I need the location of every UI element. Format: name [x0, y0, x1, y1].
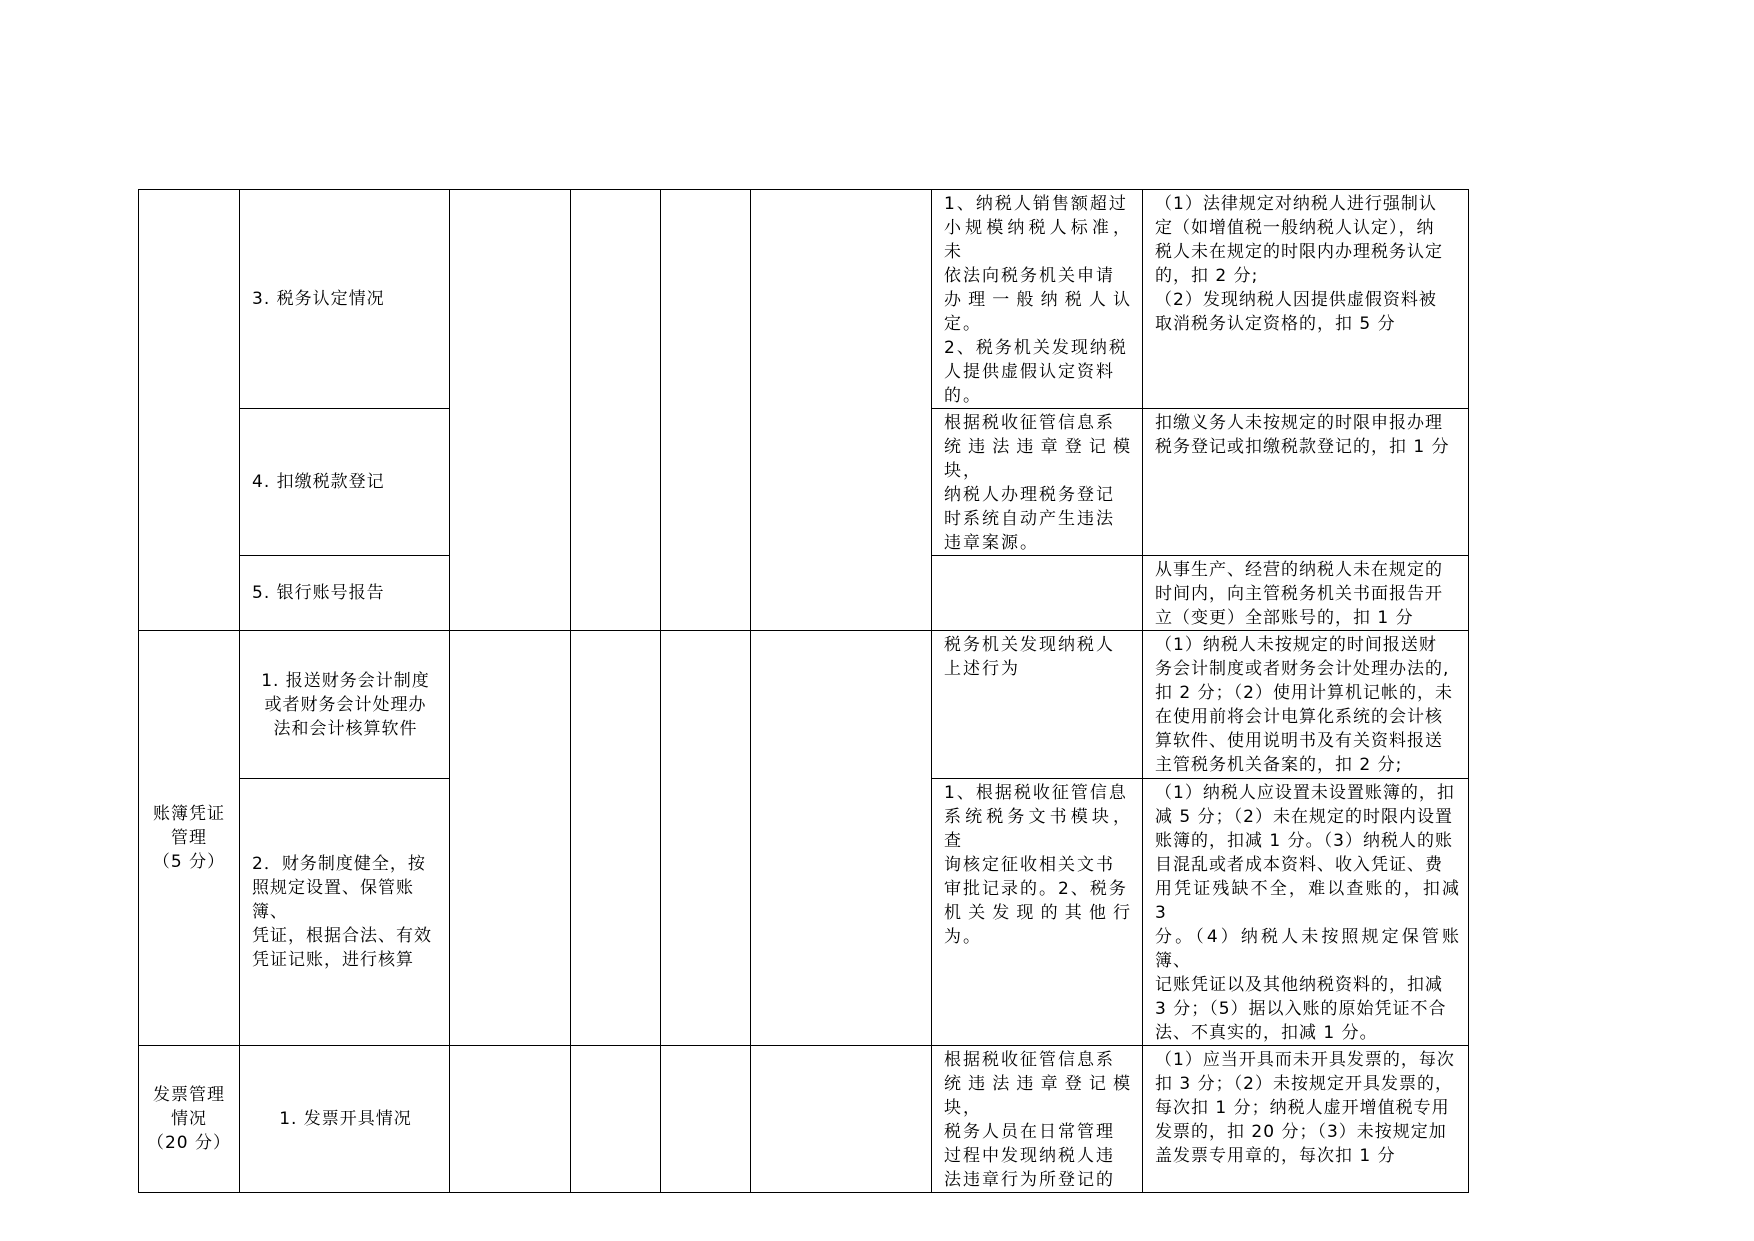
source-line: 小规模纳税人标准，未: [944, 218, 1132, 262]
deduction-line: 每次扣 1 分；纳税人虚开增值税专用: [1155, 1098, 1450, 1118]
source-line: 1、纳税人销售额超过: [944, 194, 1128, 214]
item-name-cell: [240, 779, 450, 1046]
deduction-line: 扣缴义务人未按规定的时限申报办理: [1155, 413, 1443, 433]
deduction-line: 定（如增值税一般纳税人认定），纳: [1155, 218, 1435, 238]
source-line: 审批记录的。2、税务: [944, 879, 1128, 899]
deduction-line: 减 5 分；（2）未在规定的时限内设置: [1155, 807, 1453, 827]
source-cell: [932, 631, 1143, 779]
item-name-line: 2．财务制度健全，按: [252, 854, 426, 874]
blank-cell: [571, 1046, 661, 1193]
source-line: 办理一般纳税人认定。: [944, 290, 1132, 334]
source-line: 机关发现的其他行为。: [944, 903, 1132, 947]
table-row: [139, 190, 1469, 409]
source-cell: [932, 409, 1143, 556]
deduction-line: 账簿的，扣减 1 分。（3）纳税人的账: [1155, 831, 1453, 851]
blank-cell: [450, 1046, 571, 1193]
deduction-line: 税人未在规定的时限内办理税务认定: [1155, 242, 1443, 262]
item-name: 5. 银行账号报告: [252, 583, 385, 603]
source-line: 依法向税务机关申请: [944, 266, 1115, 286]
deduction-line: 分。（4）纳税人未按照规定保管账簿、: [1155, 927, 1460, 971]
source-line: 纳税人办理税务登记: [944, 485, 1115, 505]
deduction-line: 主管税务机关备案的，扣 2 分;: [1155, 755, 1403, 775]
item-name-cell: [240, 409, 450, 556]
blank-cell: [751, 190, 932, 631]
source-line: 询核定征收相关文书: [944, 855, 1115, 875]
deduction-line: 税务登记或扣缴税款登记的，扣 1 分: [1155, 437, 1450, 457]
source-line: 系统税务文书模块，查: [944, 807, 1132, 851]
source-cell: [932, 190, 1143, 409]
item-name-cell: [240, 631, 450, 779]
category-label: 管理: [171, 828, 207, 848]
source-line: 法违章行为所登记的: [944, 1170, 1115, 1190]
deduction-cell: [1143, 1046, 1469, 1193]
source-line: 违章案源。: [944, 533, 1039, 553]
source-cell: [932, 779, 1143, 1046]
item-name-line: 法和会计核算软件: [273, 718, 418, 739]
blank-cell: [661, 1046, 751, 1193]
item-name-line: 或者财务会计处理办: [264, 694, 427, 715]
deduction-line: （1）纳税人应设置未设置账簿的，扣: [1155, 783, 1455, 803]
deduction-cell: [1143, 631, 1469, 779]
deduction-line: 时间内，向主管税务机关书面报告开: [1155, 584, 1443, 604]
deduction-line: 务会计制度或者财务会计处理办法的,: [1155, 659, 1450, 679]
source-line: 过程中发现纳税人违: [944, 1146, 1115, 1166]
source-line: 2、税务机关发现纳税: [944, 338, 1128, 358]
item-name-line: 凭证，根据合法、有效: [252, 926, 432, 946]
source-line: 人提供虚假认定资料: [944, 362, 1115, 382]
item-name-cell: [240, 190, 450, 409]
table-row: [139, 1046, 1469, 1193]
source-line: 税务人员在日常管理: [944, 1122, 1115, 1142]
deduction-cell: [1143, 409, 1469, 556]
category-label: 情况: [171, 1109, 207, 1129]
category-cell: [139, 190, 240, 631]
deduction-line: 扣 3 分；（2）未按规定开具发票的，: [1155, 1074, 1453, 1094]
item-name: 1. 发票开具情况: [279, 1109, 412, 1129]
category-cell: [139, 1046, 240, 1193]
deduction-line: （1）应当开具而未开具发票的，每次: [1155, 1050, 1455, 1070]
source-line: 根据税收征管信息系: [944, 413, 1115, 433]
deduction-line: 发票的，扣 20 分；（3）未按规定加: [1155, 1122, 1447, 1142]
deduction-line: 记账凭证以及其他纳税资料的，扣减: [1155, 975, 1443, 995]
deduction-line: （1）纳税人未按规定的时间报送财: [1155, 635, 1437, 655]
deduction-line: 的，扣 2 分;: [1155, 266, 1259, 286]
item-name-line: 凭证记账，进行核算: [252, 950, 414, 970]
blank-cell: [571, 631, 661, 1046]
item-name-cell: [240, 556, 450, 631]
source-line: 根据税收征管信息系: [944, 1050, 1115, 1070]
blank-cell: [661, 190, 751, 631]
deduction-line: 盖发票专用章的，每次扣 1 分: [1155, 1146, 1396, 1166]
deduction-line: 在使用前将会计电算化系统的会计核: [1155, 707, 1443, 727]
source-line: 时系统自动产生违法: [944, 509, 1115, 529]
deduction-cell: [1143, 190, 1469, 409]
deduction-line: 3 分；（5）据以入账的原始凭证不合: [1155, 999, 1447, 1019]
deduction-line: 用凭证残缺不全，难以查账的，扣减 3: [1155, 879, 1460, 923]
item-name-line: 1. 报送财务会计制度: [261, 670, 430, 691]
deduction-line: （1）法律规定对纳税人进行强制认: [1155, 194, 1437, 214]
deduction-line: 取消税务认定资格的，扣 5 分: [1155, 314, 1396, 334]
deduction-cell: [1143, 556, 1469, 631]
deduction-line: 立（变更）全部账号的，扣 1 分: [1155, 608, 1414, 628]
blank-cell: [450, 190, 571, 631]
source-cell: [932, 1046, 1143, 1193]
category-label: 发票管理: [153, 1085, 225, 1105]
item-name: 4. 扣缴税款登记: [252, 472, 385, 492]
category-cell: [139, 631, 240, 1046]
category-score: （20 分）: [146, 1133, 232, 1153]
category-score: （5 分）: [152, 852, 226, 872]
deduction-line: 从事生产、经营的纳税人未在规定的: [1155, 560, 1443, 580]
source-line: 上述行为: [944, 659, 1020, 679]
item-name-cell: [240, 1046, 450, 1193]
deduction-line: 目混乱或者成本资料、收入凭证、费: [1155, 855, 1443, 875]
deduction-line: 算软件、使用说明书及有关资料报送: [1155, 731, 1443, 751]
blank-cell: [661, 631, 751, 1046]
category-label: 账簿凭证: [153, 804, 225, 824]
item-name: 3. 税务认定情况: [252, 289, 385, 309]
source-line: 统违法违章登记模块，: [944, 1074, 1132, 1118]
source-line: 1、根据税收征管信息: [944, 783, 1128, 803]
source-line: 统违法违章登记模块，: [944, 437, 1132, 481]
deduction-line: 法、不真实的，扣减 1 分。: [1155, 1023, 1378, 1043]
deduction-line: 扣 2 分；（2）使用计算机记帐的，未: [1155, 683, 1453, 703]
blank-cell: [450, 631, 571, 1046]
source-line: 税务机关发现纳税人: [944, 635, 1115, 655]
table-row: [139, 631, 1469, 779]
deduction-cell: [1143, 779, 1469, 1046]
blank-cell: [571, 190, 661, 631]
source-cell: [932, 556, 1143, 631]
source-line: 的。: [944, 386, 982, 406]
item-name-line: 照规定设置、保管账簿、: [252, 878, 414, 922]
deduction-line: （2）发现纳税人因提供虚假资料被: [1155, 290, 1437, 310]
blank-cell: [751, 631, 932, 1046]
blank-cell: [751, 1046, 932, 1193]
tax-assessment-table: [138, 189, 1469, 1193]
